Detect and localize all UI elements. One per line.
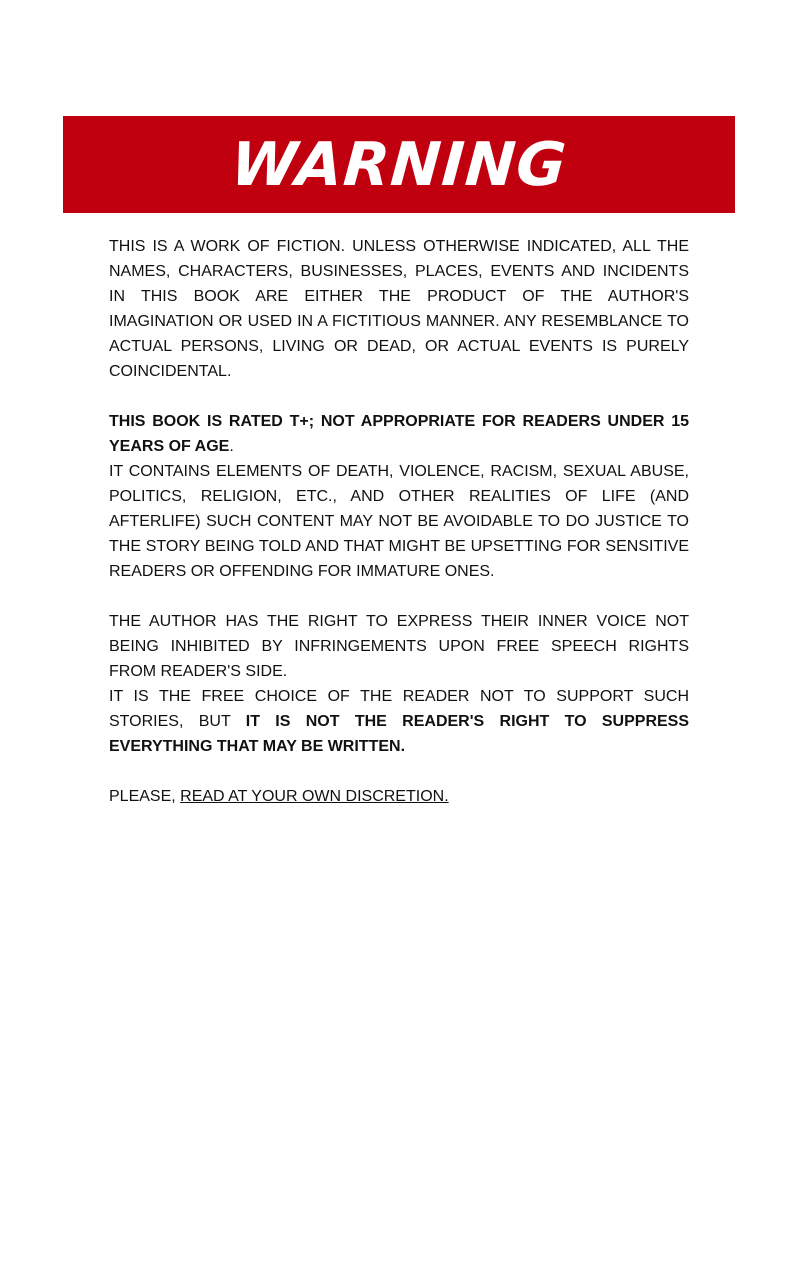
reader-rights-paragraph (109, 684, 689, 759)
rating-heading-end: . (229, 438, 234, 455)
fiction-notice: THIS IS A WORK OF FICTION. UNLESS OTHERWISE INDICATED, ALL THE NAMES, CHARACTERS, BUSINESSES, PLACES, EVENTS AND INCIDENTS IN THIS BOOK ARE EITHER THE PRODUCT OF THE AUTHOR'S IMAGINATION OR USED IN A FICTITIOUS MANNER. ANY RESEMBLANCE TO ACTUAL PERSONS, LIVING OR DEAD, OR ACTUAL EVENTS IS PURELY COINCIDENTAL. (109, 238, 689, 380)
author-rights: THE AUTHOR HAS THE RIGHT TO EXPRESS THEIR INNER VOICE NOT BEING INHIBITED BY INFRINGEMENTS UPON FREE SPEECH RIGHTS FROM READER'S SIDE. (109, 613, 689, 680)
reader-choice: IT IS THE FREE CHOICE OF THE READER NOT TO SUPPORT SUCH STORIES, BUT (109, 688, 689, 730)
rating-paragraph (109, 409, 689, 459)
closing-line (109, 784, 689, 809)
rating-heading: THIS BOOK IS RATED T+; NOT APPROPRIATE FOR READERS UNDER 15 YEARS OF AGE (109, 413, 689, 455)
discretion-note: READ AT YOUR OWN DISCRETION. (180, 788, 449, 805)
paragraph-spacer (109, 384, 689, 409)
paragraph-spacer (109, 584, 689, 609)
warning-body (109, 234, 689, 809)
reader-limit: IT IS NOT THE READER'S RIGHT TO SUPPRESS EVERYTHING THAT MAY BE WRITTEN. (109, 713, 690, 755)
paragraph-spacer (109, 759, 689, 784)
warning-banner (63, 116, 735, 213)
content-warning: IT CONTAINS ELEMENTS OF DEATH, VIOLENCE, RACISM, SEXUAL ABUSE, POLITICS, RELIGION, ETC., AND OTHER REALITIES OF LIFE (AND AFTERLIFE) SUCH CONTENT MAY NOT BE AVOIDABLE TO DO JUSTICE TO THE STORY BEING TOLD AND THAT MIGHT BE UPSETTING FOR SENSITIVE READERS OR OFFENDING FOR IMMATURE ONES. (109, 463, 689, 580)
closing-prefix: PLEASE, (109, 788, 181, 805)
warning-title: WARNING (228, 129, 570, 200)
